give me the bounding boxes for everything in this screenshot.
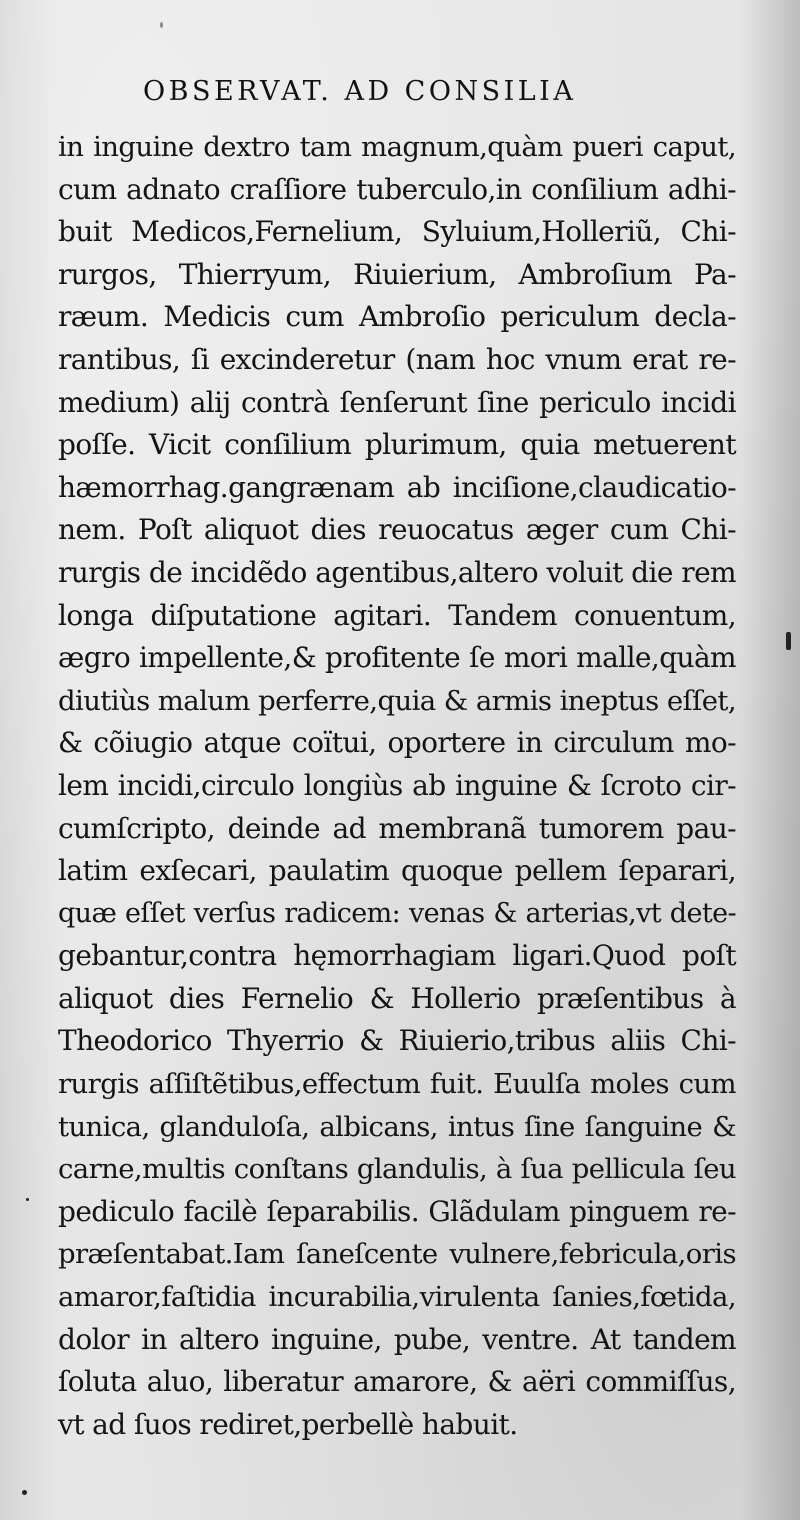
text-line: amaror,faſtidia incurabilia,virulenta ſanies,fœtida, — [58, 1281, 736, 1314]
text-line: in inguine dextro tam magnum,quàm pueri caput, — [58, 131, 736, 163]
text-line: dolor in altero inguine, pube, ventre. At tandem — [58, 1322, 736, 1356]
text-line: quæ eſſet verſus radicem: venas & arterias,vt dete- — [58, 897, 736, 929]
running-head: OBSERVAT. AD CONSILIA — [143, 76, 577, 107]
text-line: præſentabat.Iam ſaneſcente vulnere,febricula,oris — [58, 1238, 736, 1271]
text-line: rurgos, Thierryum, Riuierium, Ambroſium Pa- — [58, 257, 736, 291]
text-line: latim exſecari, paulatim quoque pellem ſeparari, — [58, 854, 736, 888]
body-text — [58, 126, 736, 1446]
text-line: Theodorico Thyerrio & Riuierio,tribus aliis Chi- — [58, 1024, 736, 1058]
text-line: medium) alij contrà ſenſerunt ſine periculo incidi — [58, 385, 736, 419]
text-line: diutiùs malum perferre,quia & armis ineptus eſſet, — [58, 684, 736, 717]
text-line: buit Medicos,Fernelium, Syluium,Holleriũ, Chi- — [58, 215, 736, 249]
text-line: ægro impellente,& profitente ſe mori malle,quàm — [58, 641, 736, 675]
text-line: rurgis aſſiſtẽtibus,effectum fuit. Euulſa moles cum — [58, 1068, 736, 1101]
text-line: poſſe. Vicit conſilium plurimum, quia metuerent — [58, 428, 736, 462]
text-line: hæmorrhag.gangrænam ab inciſione,claudicatio- — [58, 470, 736, 504]
text-line: & cõiugio atque coïtui, oportere in circulum mo- — [58, 726, 736, 760]
text-line: ſoluta aluo, liberatur amarore, & aëri commiſſus, — [58, 1365, 736, 1399]
text-line: aliquot dies Fernelio & Hollerio præſentibus à — [58, 981, 736, 1015]
text-line: rantibus, ſi excinderetur (nam hoc vnum erat re- — [58, 342, 736, 376]
text-line: pediculo facilè ſeparabilis. Glãdulam pinguem re- — [58, 1194, 736, 1228]
text-line: tunica, glanduloſa, albicans, intus ſine ſanguine & — [58, 1110, 736, 1143]
text-line: gebantur,contra hęmorrhagiam ligari.Quod poſt — [58, 939, 736, 973]
text-line: cumſcripto, deinde ad membranã tumorem pau- — [58, 811, 736, 845]
text-line: nem. Poſt aliquot dies reuocatus æger cum Chi- — [58, 513, 736, 547]
text-line: lem incidi,circulo longiùs ab inguine & ſcroto cir- — [58, 768, 736, 802]
text-line: rurgis de incidẽdo agentibus,altero voluit die rem — [58, 555, 736, 589]
text-line: cum adnato craſſiore tuberculo,in conſilium adhi- — [58, 172, 736, 206]
text-line: ræum. Medicis cum Ambroſio periculum decla- — [58, 300, 736, 334]
text-line: longa diſputatione agitari. Tandem conuentum, — [58, 598, 736, 632]
text-line: carne,multis conſtans glandulis, à ſua pellicula ſeu — [58, 1153, 736, 1186]
text-line: vt ad ſuos rediret,perbellè habuit. — [58, 1407, 518, 1441]
